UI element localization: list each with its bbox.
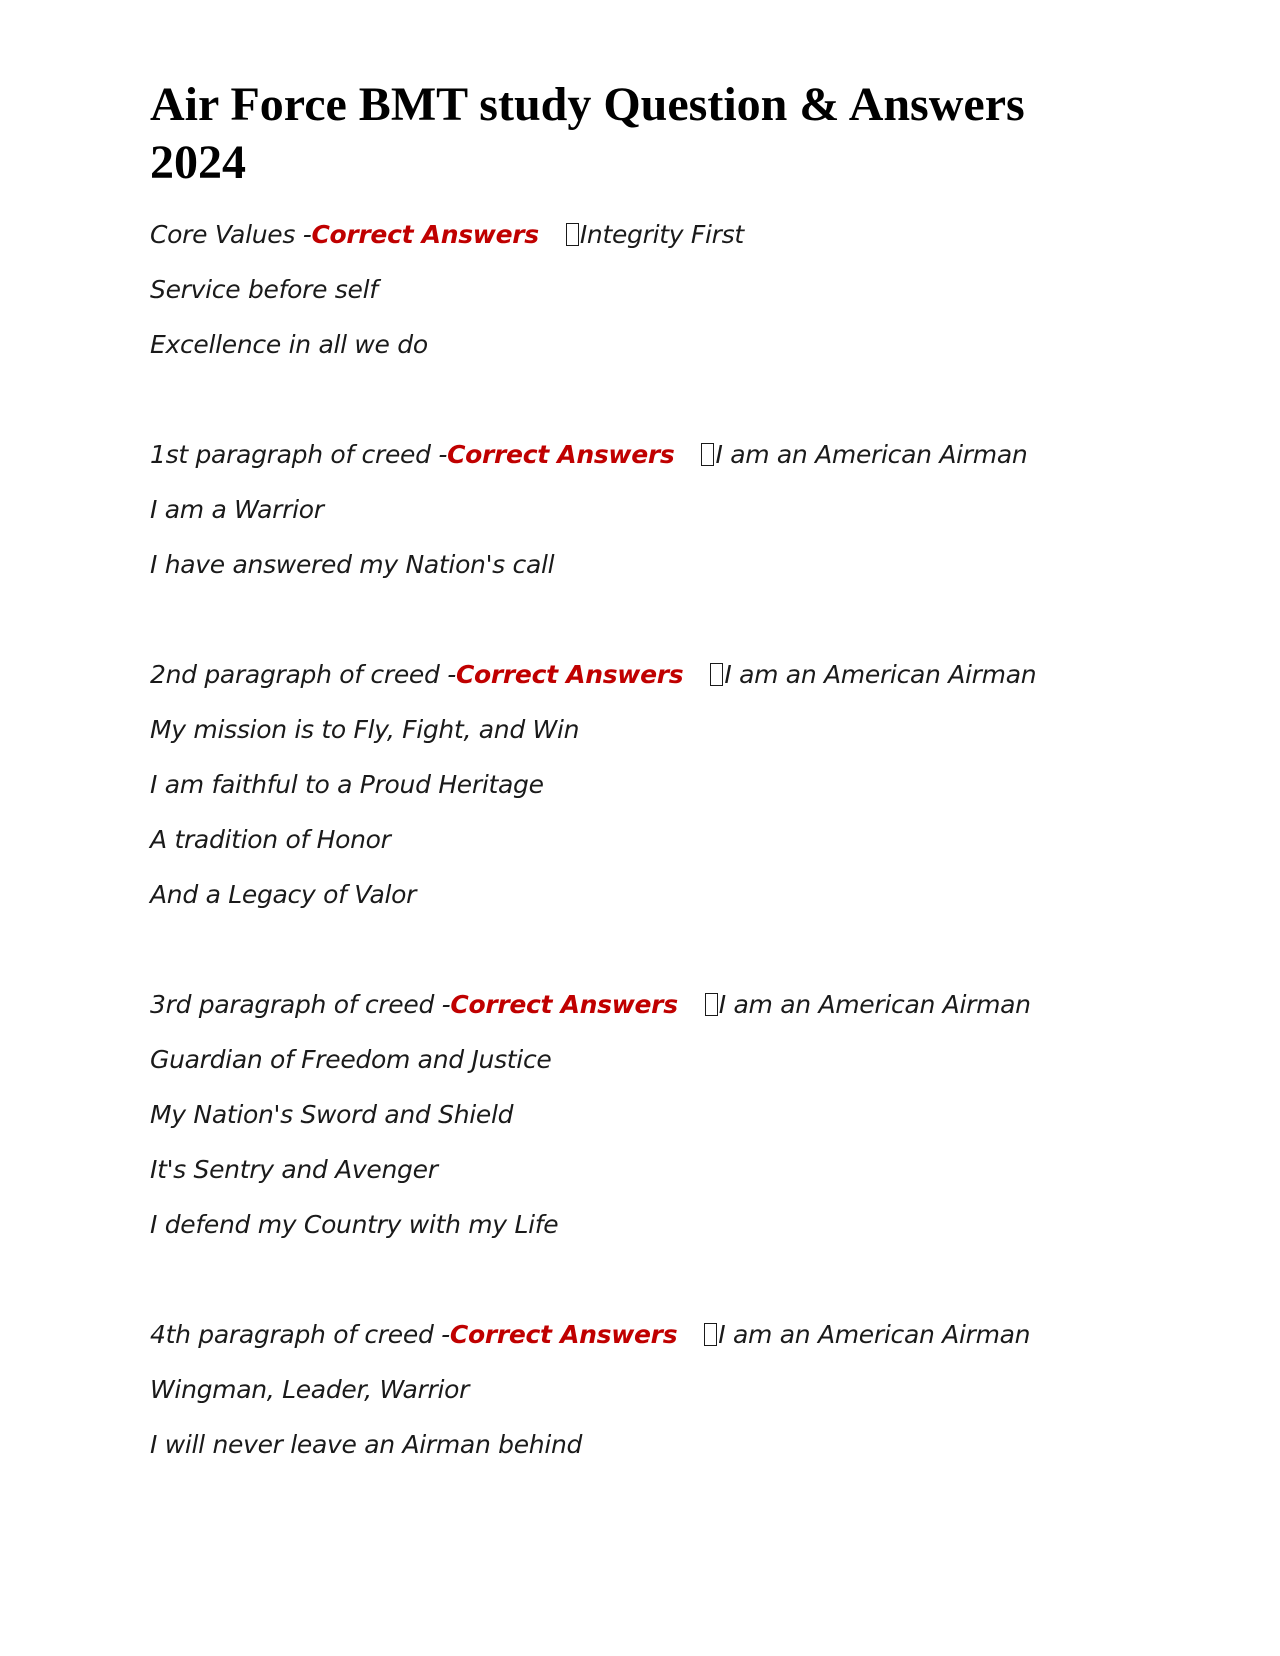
question-text: 1st paragraph of creed -: [150, 440, 448, 469]
answer-line: I have answered my Nation's call: [150, 550, 555, 579]
question-line: [150, 988, 1031, 1022]
answer-line: A tradition of Honor: [150, 825, 391, 854]
correct-answers-label: Correct Answers: [449, 1320, 678, 1349]
checkbox-glyph-icon: [705, 993, 718, 1016]
correct-answers-label: Correct Answers: [311, 220, 539, 249]
correct-answers-label: Correct Answers: [455, 660, 684, 689]
answer-text: I am an American Airman: [724, 660, 1037, 689]
answer-line: My Nation's Sword and Shield: [150, 1100, 514, 1129]
checkbox-glyph-icon: [704, 1323, 717, 1346]
correct-answers-label: Correct Answers: [447, 440, 675, 469]
answer-line: Excellence in all we do: [150, 330, 428, 359]
answer-line: I am a Warrior: [150, 495, 324, 524]
answer-line: Service before self: [150, 275, 378, 304]
answer-line: I am faithful to a Proud Heritage: [150, 770, 544, 799]
answer-text: I am an American Airman: [718, 990, 1031, 1019]
answer-line: Wingman, Leader, Warrior: [150, 1375, 470, 1404]
question-line: [150, 218, 744, 252]
answer-line: And a Legacy of Valor: [150, 880, 417, 909]
correct-answers-label: Correct Answers: [450, 990, 678, 1019]
checkbox-glyph-icon: [701, 443, 714, 466]
question-text: Core Values -: [150, 220, 312, 249]
answer-text: I am an American Airman: [715, 440, 1028, 469]
answer-line: It's Sentry and Avenger: [150, 1155, 438, 1184]
question-line: [150, 1318, 1030, 1352]
checkbox-glyph-icon: [710, 663, 723, 686]
question-text: 4th paragraph of creed -: [150, 1320, 450, 1349]
answer-line: I defend my Country with my Life: [150, 1210, 559, 1239]
question-text: 3rd paragraph of creed -: [150, 990, 451, 1019]
answer-text: Integrity First: [579, 220, 744, 249]
question-text: 2nd paragraph of creed -: [150, 660, 456, 689]
question-line: [150, 658, 1036, 692]
question-line: [150, 438, 1027, 472]
answer-line: I will never leave an Airman behind: [150, 1430, 583, 1459]
answer-line: My mission is to Fly, Fight, and Win: [150, 715, 580, 744]
answer-line: Guardian of Freedom and Justice: [150, 1045, 552, 1074]
document-title: Air Force BMT study Question & Answers 2024: [150, 78, 1025, 189]
checkbox-glyph-icon: [566, 223, 579, 246]
answer-text: I am an American Airman: [718, 1320, 1031, 1349]
